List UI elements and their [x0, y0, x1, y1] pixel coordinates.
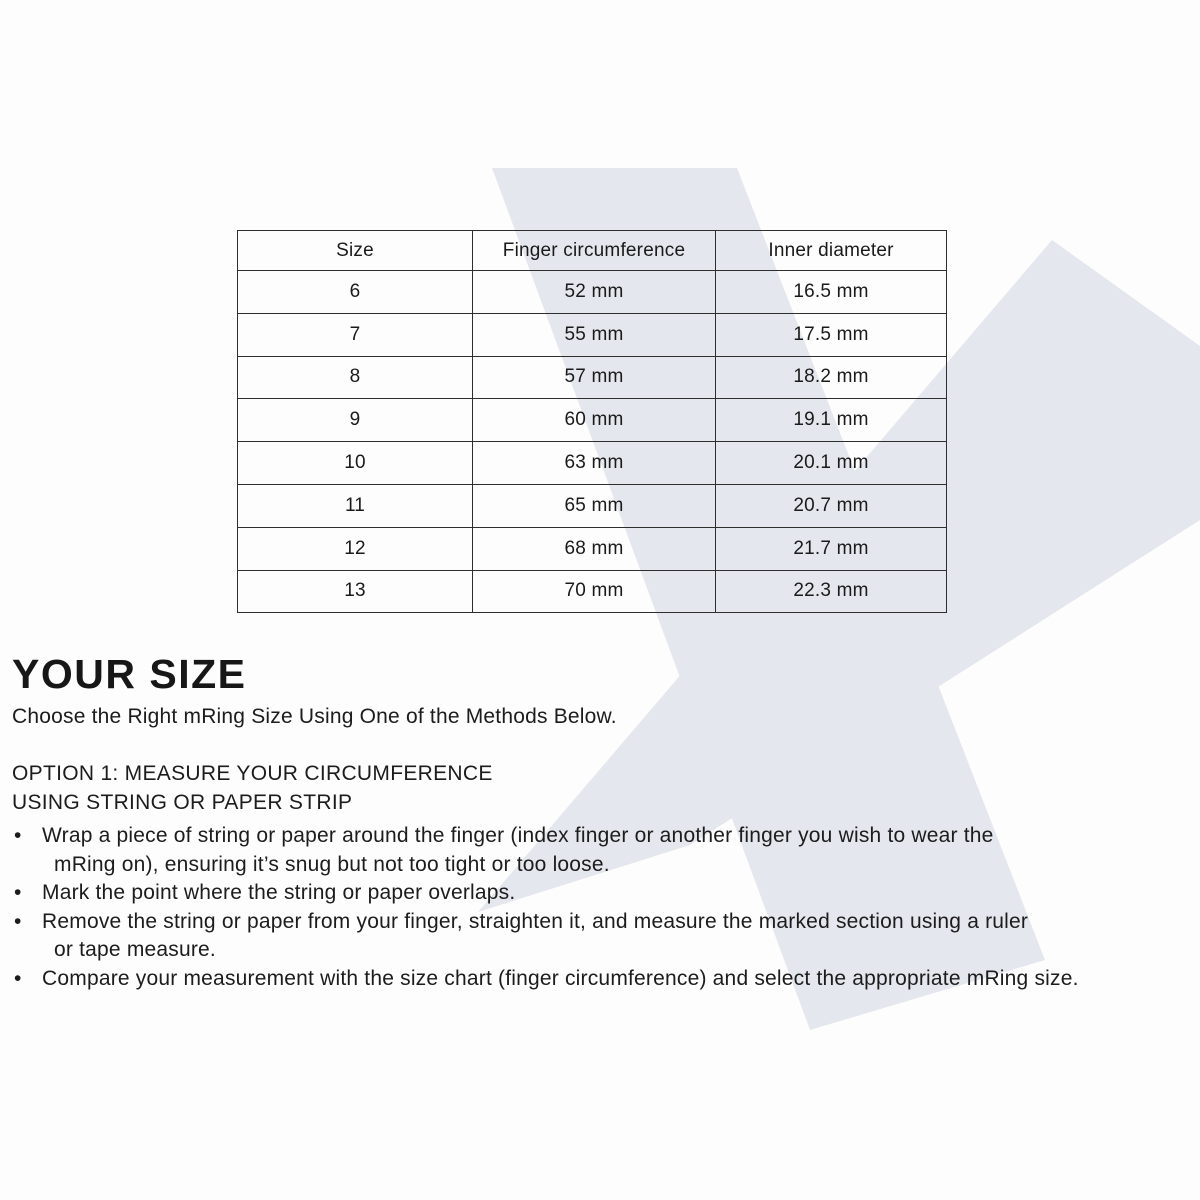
- list-item: [12, 908, 1197, 965]
- cell-diameter: 21.7 mm: [716, 527, 947, 570]
- cell-size: 9: [238, 399, 473, 442]
- option1-heading-line2: USING STRING OR PAPER STRIP: [12, 791, 353, 814]
- cell-size: 13: [238, 570, 473, 613]
- header-inner-diameter: Inner diameter: [716, 231, 947, 271]
- instruction-list: [12, 822, 1197, 993]
- cell-diameter: 20.1 mm: [716, 442, 947, 485]
- list-item-text: Wrap a piece of string or paper around the finger (index finger or another finger you wish to wear the: [42, 824, 994, 847]
- cell-circumference: 55 mm: [473, 313, 716, 356]
- cell-diameter: 22.3 mm: [716, 570, 947, 613]
- cell-diameter: 16.5 mm: [716, 271, 947, 314]
- cell-circumference: 57 mm: [473, 356, 716, 399]
- table-row: [238, 484, 947, 527]
- cell-size: 10: [238, 442, 473, 485]
- cell-circumference: 52 mm: [473, 271, 716, 314]
- size-chart-table: [237, 230, 947, 613]
- cell-circumference: 63 mm: [473, 442, 716, 485]
- table-row: [238, 527, 947, 570]
- header-size: Size: [238, 231, 473, 271]
- cell-circumference: 65 mm: [473, 484, 716, 527]
- cell-diameter: 19.1 mm: [716, 399, 947, 442]
- cell-size: 8: [238, 356, 473, 399]
- table-row: [238, 570, 947, 613]
- bullet-icon: •: [14, 881, 22, 904]
- cell-diameter: 18.2 mm: [716, 356, 947, 399]
- bullet-icon: •: [14, 966, 22, 990]
- cell-size: 11: [238, 484, 473, 527]
- cell-circumference: 60 mm: [473, 399, 716, 442]
- list-item-text: Compare your measurement with the size chart (finger circumference) and select the appropriate mRing size.: [42, 966, 1079, 990]
- list-item: [12, 965, 1197, 994]
- table-row: [238, 313, 947, 356]
- table-row: [238, 271, 947, 314]
- list-item-text: Remove the string or paper from your finger, straighten it, and measure the marked section using a ruler: [42, 909, 1029, 933]
- page-subtitle: Choose the Right mRing Size Using One of the Methods Below.: [12, 705, 617, 728]
- bullet-icon: •: [14, 909, 22, 933]
- cell-size: 6: [238, 271, 473, 314]
- cell-diameter: 17.5 mm: [716, 313, 947, 356]
- table-row: [238, 356, 947, 399]
- cell-circumference: 70 mm: [473, 570, 716, 613]
- page-title: YOUR SIZE: [12, 651, 247, 697]
- option1-heading-line1: OPTION 1: MEASURE YOUR CIRCUMFERENCE: [12, 762, 493, 785]
- list-item: [12, 879, 1197, 908]
- table-row: [238, 442, 947, 485]
- table-header-row: [238, 231, 947, 271]
- option1-heading: [12, 759, 493, 817]
- list-item: [12, 822, 1197, 879]
- bullet-icon: •: [14, 824, 22, 847]
- cell-size: 12: [238, 527, 473, 570]
- table-row: [238, 399, 947, 442]
- list-item-text: mRing on), ensuring it’s snug but not too tight or too loose.: [54, 852, 610, 876]
- list-item-text: Mark the point where the string or paper overlaps.: [42, 881, 516, 904]
- header-finger-circumference: Finger circumference: [473, 231, 716, 271]
- cell-diameter: 20.7 mm: [716, 484, 947, 527]
- cell-size: 7: [238, 313, 473, 356]
- cell-circumference: 68 mm: [473, 527, 716, 570]
- list-item-text: or tape measure.: [54, 938, 216, 961]
